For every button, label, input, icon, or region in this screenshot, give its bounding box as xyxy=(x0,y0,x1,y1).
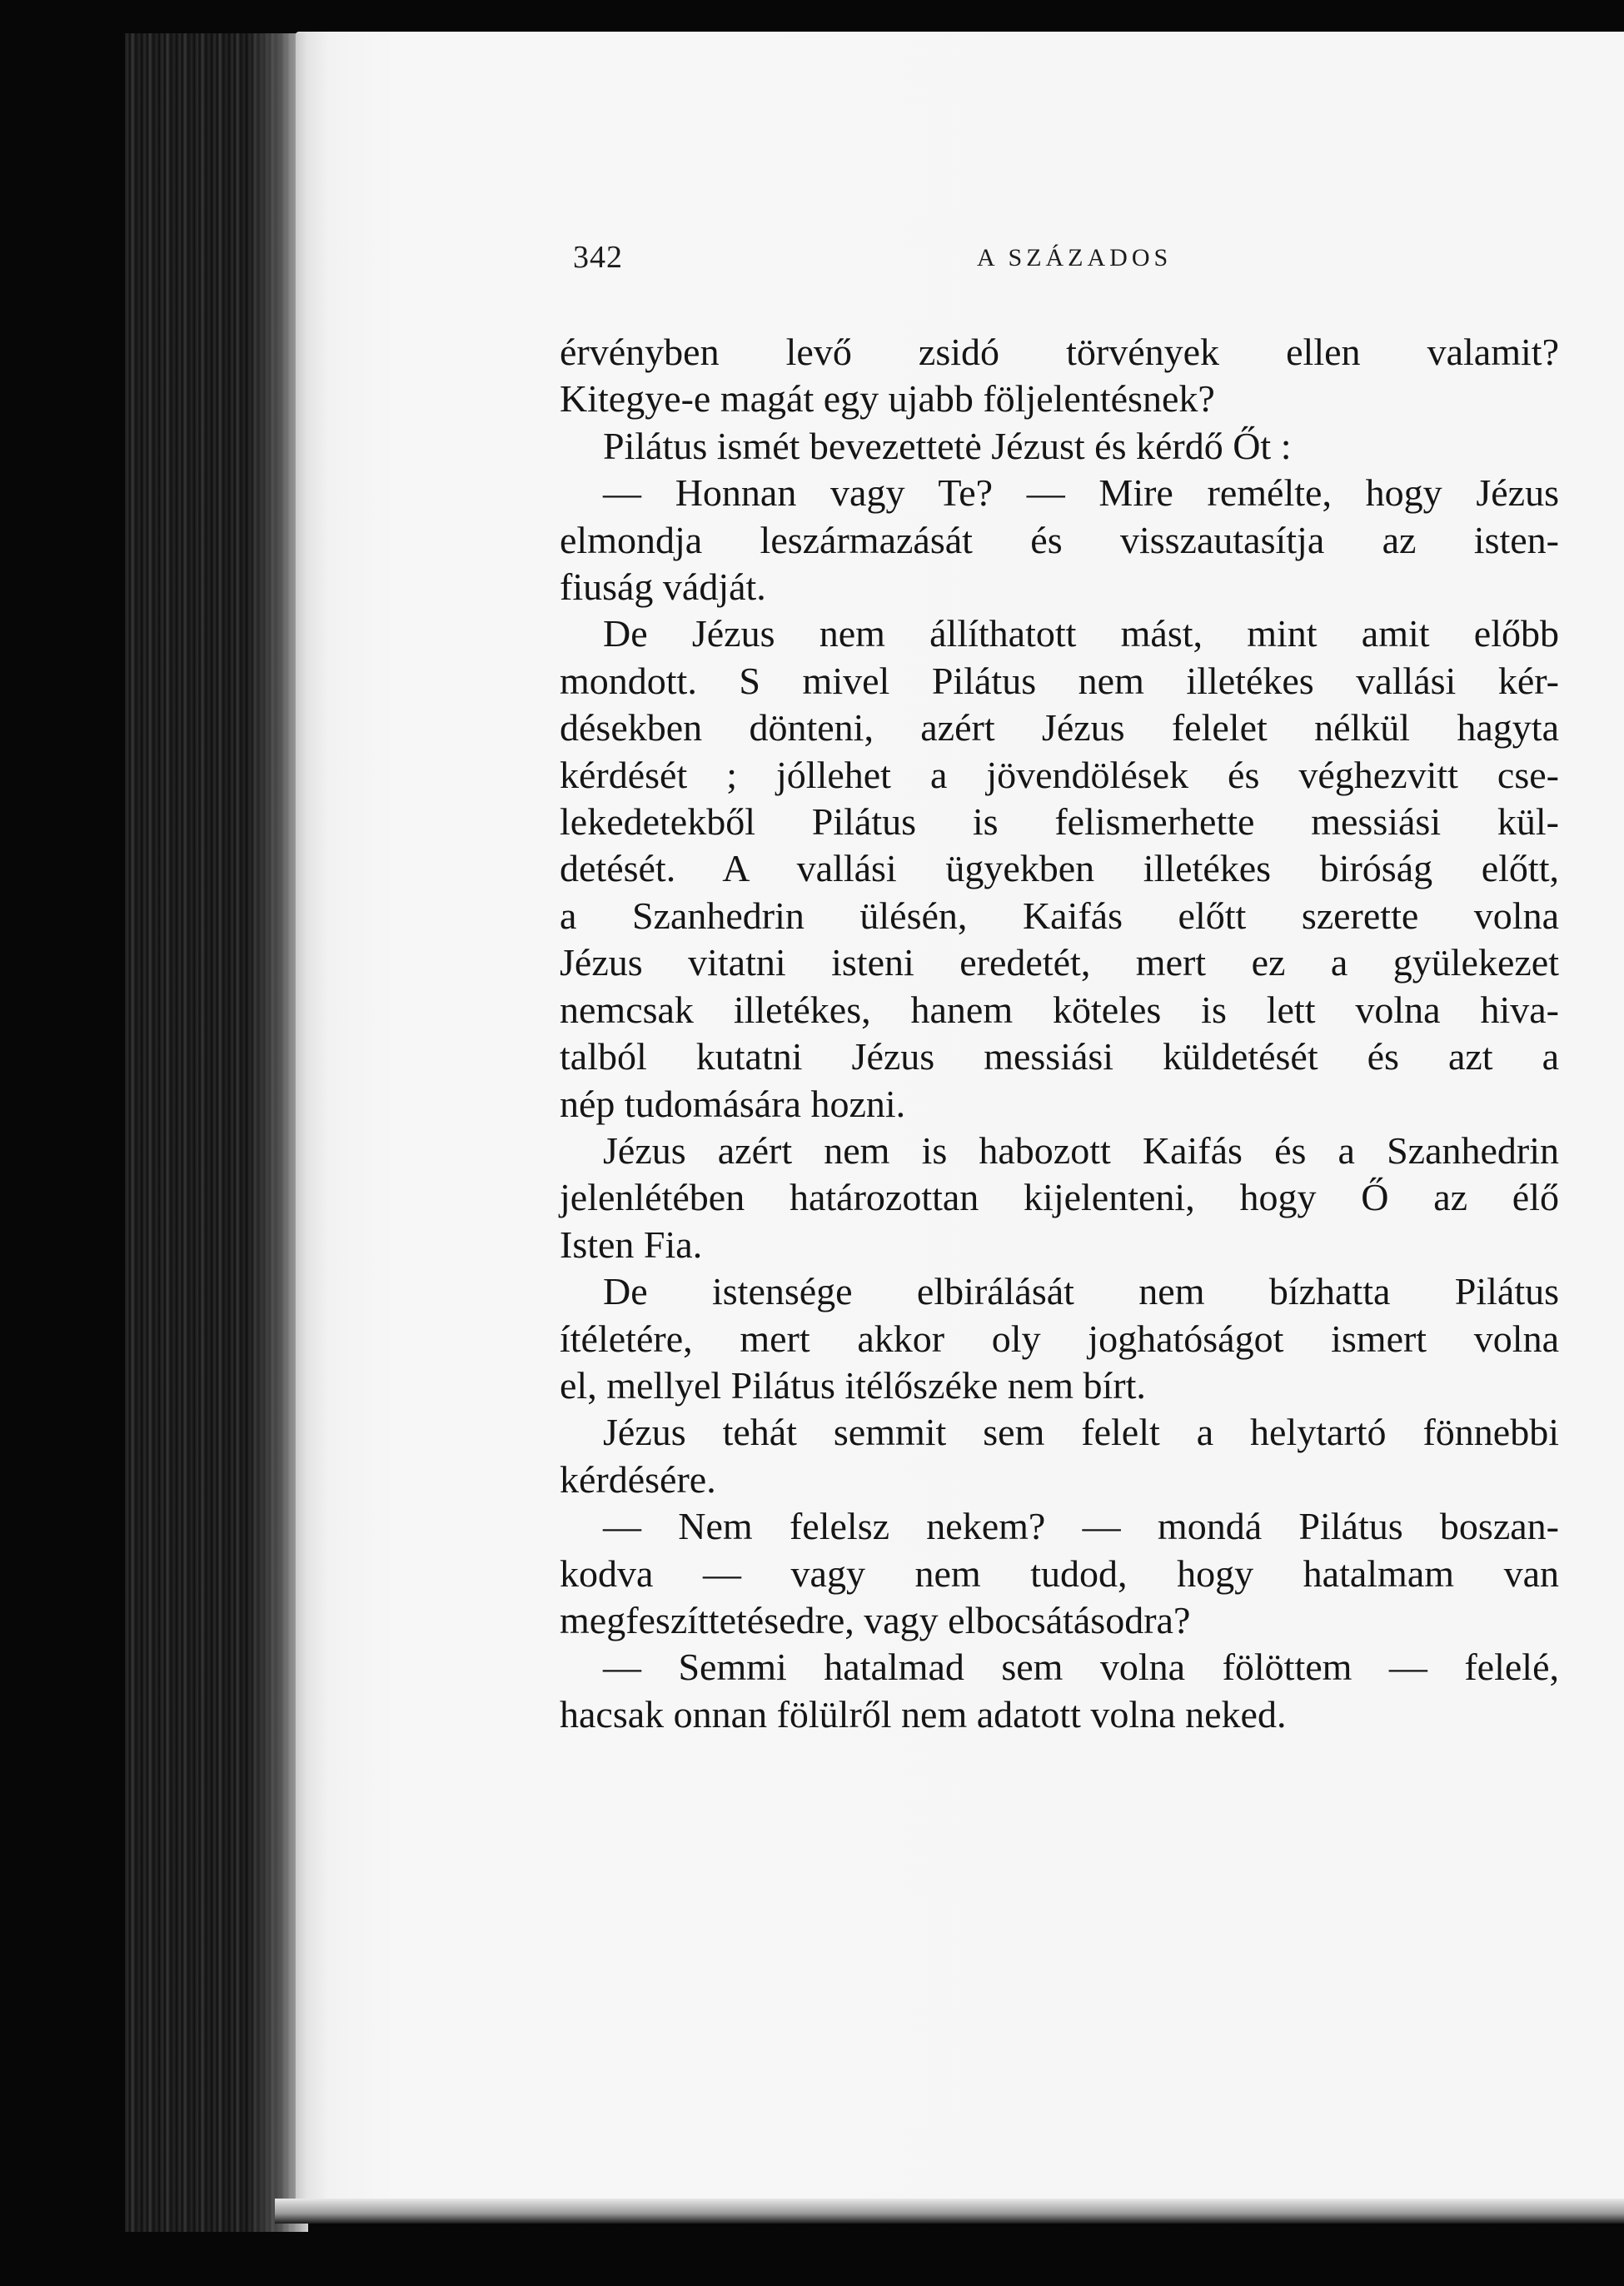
text-line: jelenlétében határozottan kijelenteni, hogy Ő az élő xyxy=(560,1176,1559,1219)
text-line: kérdésére. xyxy=(560,1457,716,1501)
page-bottom-edge xyxy=(275,2199,1624,2224)
paragraph xyxy=(560,329,1559,423)
paragraph xyxy=(560,1503,1559,1644)
body-text xyxy=(560,329,1559,1738)
text-line: Isten Fia. xyxy=(560,1223,703,1266)
text-line: lekedetekből Pilátus is felismerhette messiási kül- xyxy=(560,800,1559,844)
text-line: désekben dönteni, azért Jézus felelet nélkül hagyta xyxy=(560,706,1559,750)
text-line: Jézus vitatni isteni eredetét, mert ez a gyülekezet xyxy=(560,941,1559,984)
text-line: ítéletére, mert akkor oly joghatóságot ismert volna xyxy=(560,1317,1559,1360)
paragraph xyxy=(560,470,1559,610)
text-line: Pilátus ismét bevezettetė Jézust és kérdő Őt : xyxy=(603,424,1292,467)
text-line: megfeszíttetésedre, vagy elbocsátásodra? xyxy=(560,1598,1191,1641)
text-line: elmondja leszármazását és visszautasítja az isten- xyxy=(560,518,1559,561)
text-line: De Jézus nem állíthatott mást, mint amit előbb xyxy=(603,612,1559,655)
text-line: mondott. S mivel Pilátus nem illetékes vallási kér- xyxy=(560,659,1559,702)
text-line: el, mellyel Pilátus itélőszéke nem bírt. xyxy=(560,1363,1146,1407)
text-line: érvényben levő zsidó törvények ellen valamit? xyxy=(560,331,1559,373)
text-line: a Szanhedrin ülésén, Kaifás előtt szerette volna xyxy=(560,894,1559,937)
text-line: nép tudomására hozni. xyxy=(560,1082,906,1125)
text-line: Jézus azért nem is habozott Kaifás és a Szanhedrin xyxy=(603,1128,1559,1172)
page-gutter-shadow xyxy=(250,33,308,2232)
paragraph xyxy=(560,1409,1559,1503)
paragraph xyxy=(560,610,1559,1127)
paragraph xyxy=(560,423,1559,470)
text-line: nemcsak illetékes, hanem köteles is lett volna hiva- xyxy=(560,988,1559,1031)
text-line: kérdését ; jóllehet a jövendölések és véghezvitt cse- xyxy=(560,753,1559,796)
text-line: — Nem felelsz nekem? — mondá Pilátus boszan- xyxy=(603,1505,1559,1548)
paragraph xyxy=(560,1128,1559,1268)
text-line: fiuság vádját. xyxy=(560,565,766,609)
text-line: detését. A vallási ügyekben illetékes biróság előtt, xyxy=(560,847,1559,890)
text-line: — Honnan vagy Te? — Mire remélte, hogy Jézus xyxy=(603,471,1559,515)
text-line: Jézus tehát semmit sem felelt a helytartó fönnebbi xyxy=(603,1411,1559,1454)
text-line: — Semmi hatalmad sem volna fölöttem — felelé, xyxy=(603,1646,1559,1689)
page-header xyxy=(573,239,1572,289)
text-line: talból kutatni Jézus messiási küldetését és azt a xyxy=(560,1035,1559,1078)
paragraph xyxy=(560,1644,1559,1738)
paragraph xyxy=(560,1268,1559,1409)
text-line: Kitegye-e magát egy ujabb följelentésnek? xyxy=(560,377,1215,421)
text-line: kodva — vagy nem tudod, hogy hatalmam van xyxy=(560,1551,1559,1595)
text-line: hacsak onnan fölülről nem adatott volna neked. xyxy=(560,1692,1287,1736)
text-line: De istensége elbirálását nem bízhatta Pilátus xyxy=(603,1270,1559,1313)
running-title: A SZÁZADOS xyxy=(977,244,1173,271)
page-number: 342 xyxy=(573,240,623,275)
